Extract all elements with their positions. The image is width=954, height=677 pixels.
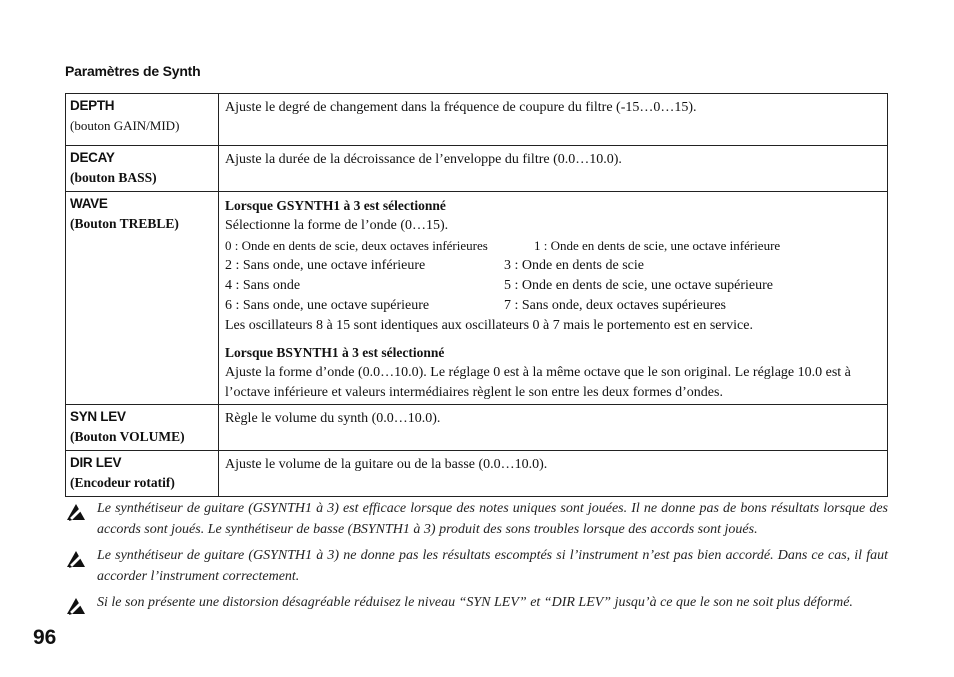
wave-row bbox=[225, 276, 881, 296]
param-knob: (Encodeur rotatif) bbox=[70, 475, 175, 490]
wave-item: 3 : Onde en dents de scie bbox=[504, 258, 644, 273]
wave-row bbox=[225, 296, 881, 316]
synth-parameters-table bbox=[65, 93, 888, 497]
pencil-note-icon bbox=[65, 498, 97, 540]
page-number: 96 bbox=[33, 626, 57, 649]
bsynth-text: Ajuste la forme d’onde (0.0…10.0). Le réglage 0 est à la même octave que le son original. Le réglage 10.0 est à l’octave inférieure et valeurs intermédiaires règlent le son entre les deux formes d’ondes. bbox=[225, 365, 851, 400]
wave-item: 1 : Onde en dents de scie, une octave inférieure bbox=[534, 238, 781, 253]
param-name: DEPTH bbox=[70, 98, 115, 113]
section-title: Paramètres de Synth bbox=[65, 63, 201, 79]
param-name: DECAY bbox=[70, 150, 115, 165]
gsynth-note: Les oscillateurs 8 à 15 sont identiques aux oscillateurs 0 à 7 mais le portemento est en service. bbox=[225, 318, 753, 333]
table-row bbox=[66, 94, 888, 146]
wave-item: 7 : Sans onde, deux octaves supérieures bbox=[504, 298, 726, 313]
notes-list bbox=[65, 498, 888, 626]
table-row bbox=[66, 192, 888, 405]
param-cell bbox=[66, 405, 219, 451]
wave-row bbox=[225, 256, 881, 276]
note-text: Le synthétiseur de guitare (GSYNTH1 à 3) est efficace lorsque des notes uniques sont jouées. Il ne donne pas de bons résultats lorsque des accords sont joués. Le synthétiseur de basse (BSYNTH1 à 3) produit des sons troubles lorsque des accords sont joués. bbox=[97, 501, 888, 537]
param-description: Ajuste la durée de la décroissance de l’enveloppe du filtre (0.0…10.0). bbox=[219, 146, 888, 192]
param-name: DIR LEV bbox=[70, 455, 122, 470]
table-row bbox=[66, 451, 888, 497]
param-knob: (Bouton VOLUME) bbox=[70, 429, 185, 444]
param-description: Ajuste le volume de la guitare ou de la basse (0.0…10.0). bbox=[219, 451, 888, 497]
note-item bbox=[65, 498, 888, 540]
wave-item: 5 : Onde en dents de scie, une octave supérieure bbox=[504, 278, 774, 293]
note-item bbox=[65, 545, 888, 587]
pencil-note-icon bbox=[65, 592, 97, 621]
param-cell bbox=[66, 94, 219, 146]
table-row bbox=[66, 146, 888, 192]
param-cell bbox=[66, 451, 219, 497]
pencil-note-icon bbox=[65, 545, 97, 587]
wave-item: 2 : Sans onde, une octave inférieure bbox=[225, 258, 426, 273]
param-knob: (bouton GAIN/MID) bbox=[70, 118, 180, 133]
gsynth-intro: Sélectionne la forme de l’onde (0…15). bbox=[225, 218, 449, 233]
bsynth-heading: Lorsque BSYNTH1 à 3 est sélectionné bbox=[225, 345, 445, 360]
param-knob: (Bouton TREBLE) bbox=[70, 216, 179, 231]
wave-description bbox=[219, 192, 888, 405]
param-name: WAVE bbox=[70, 196, 108, 211]
gsynth-heading: Lorsque GSYNTH1 à 3 est sélectionné bbox=[225, 198, 446, 213]
wave-item: 4 : Sans onde bbox=[225, 278, 301, 293]
param-name: SYN LEV bbox=[70, 409, 126, 424]
param-cell bbox=[66, 192, 219, 405]
param-cell bbox=[66, 146, 219, 192]
param-description: Ajuste le degré de changement dans la fréquence de coupure du filtre (-15…0…15). bbox=[219, 94, 888, 146]
note-text: Si le son présente une distorsion désagréable réduisez le niveau “SYN LEV” et “DIR LEV” jusqu’à ce que le son ne soit plus déformé. bbox=[97, 595, 853, 610]
param-description: Règle le volume du synth (0.0…10.0). bbox=[219, 405, 888, 451]
note-text: Le synthétiseur de guitare (GSYNTH1 à 3) ne donne pas les résultats escomptés si l’instrument n’est pas bien accordé. Dans ce cas, il faut accorder l’instrument correctement. bbox=[97, 548, 888, 584]
wave-row bbox=[225, 236, 881, 256]
note-item bbox=[65, 592, 888, 621]
table-row bbox=[66, 405, 888, 451]
wave-item: 0 : Onde en dents de scie, deux octaves inférieures bbox=[225, 238, 488, 253]
param-knob: (bouton BASS) bbox=[70, 170, 157, 185]
wave-item: 6 : Sans onde, une octave supérieure bbox=[225, 298, 430, 313]
